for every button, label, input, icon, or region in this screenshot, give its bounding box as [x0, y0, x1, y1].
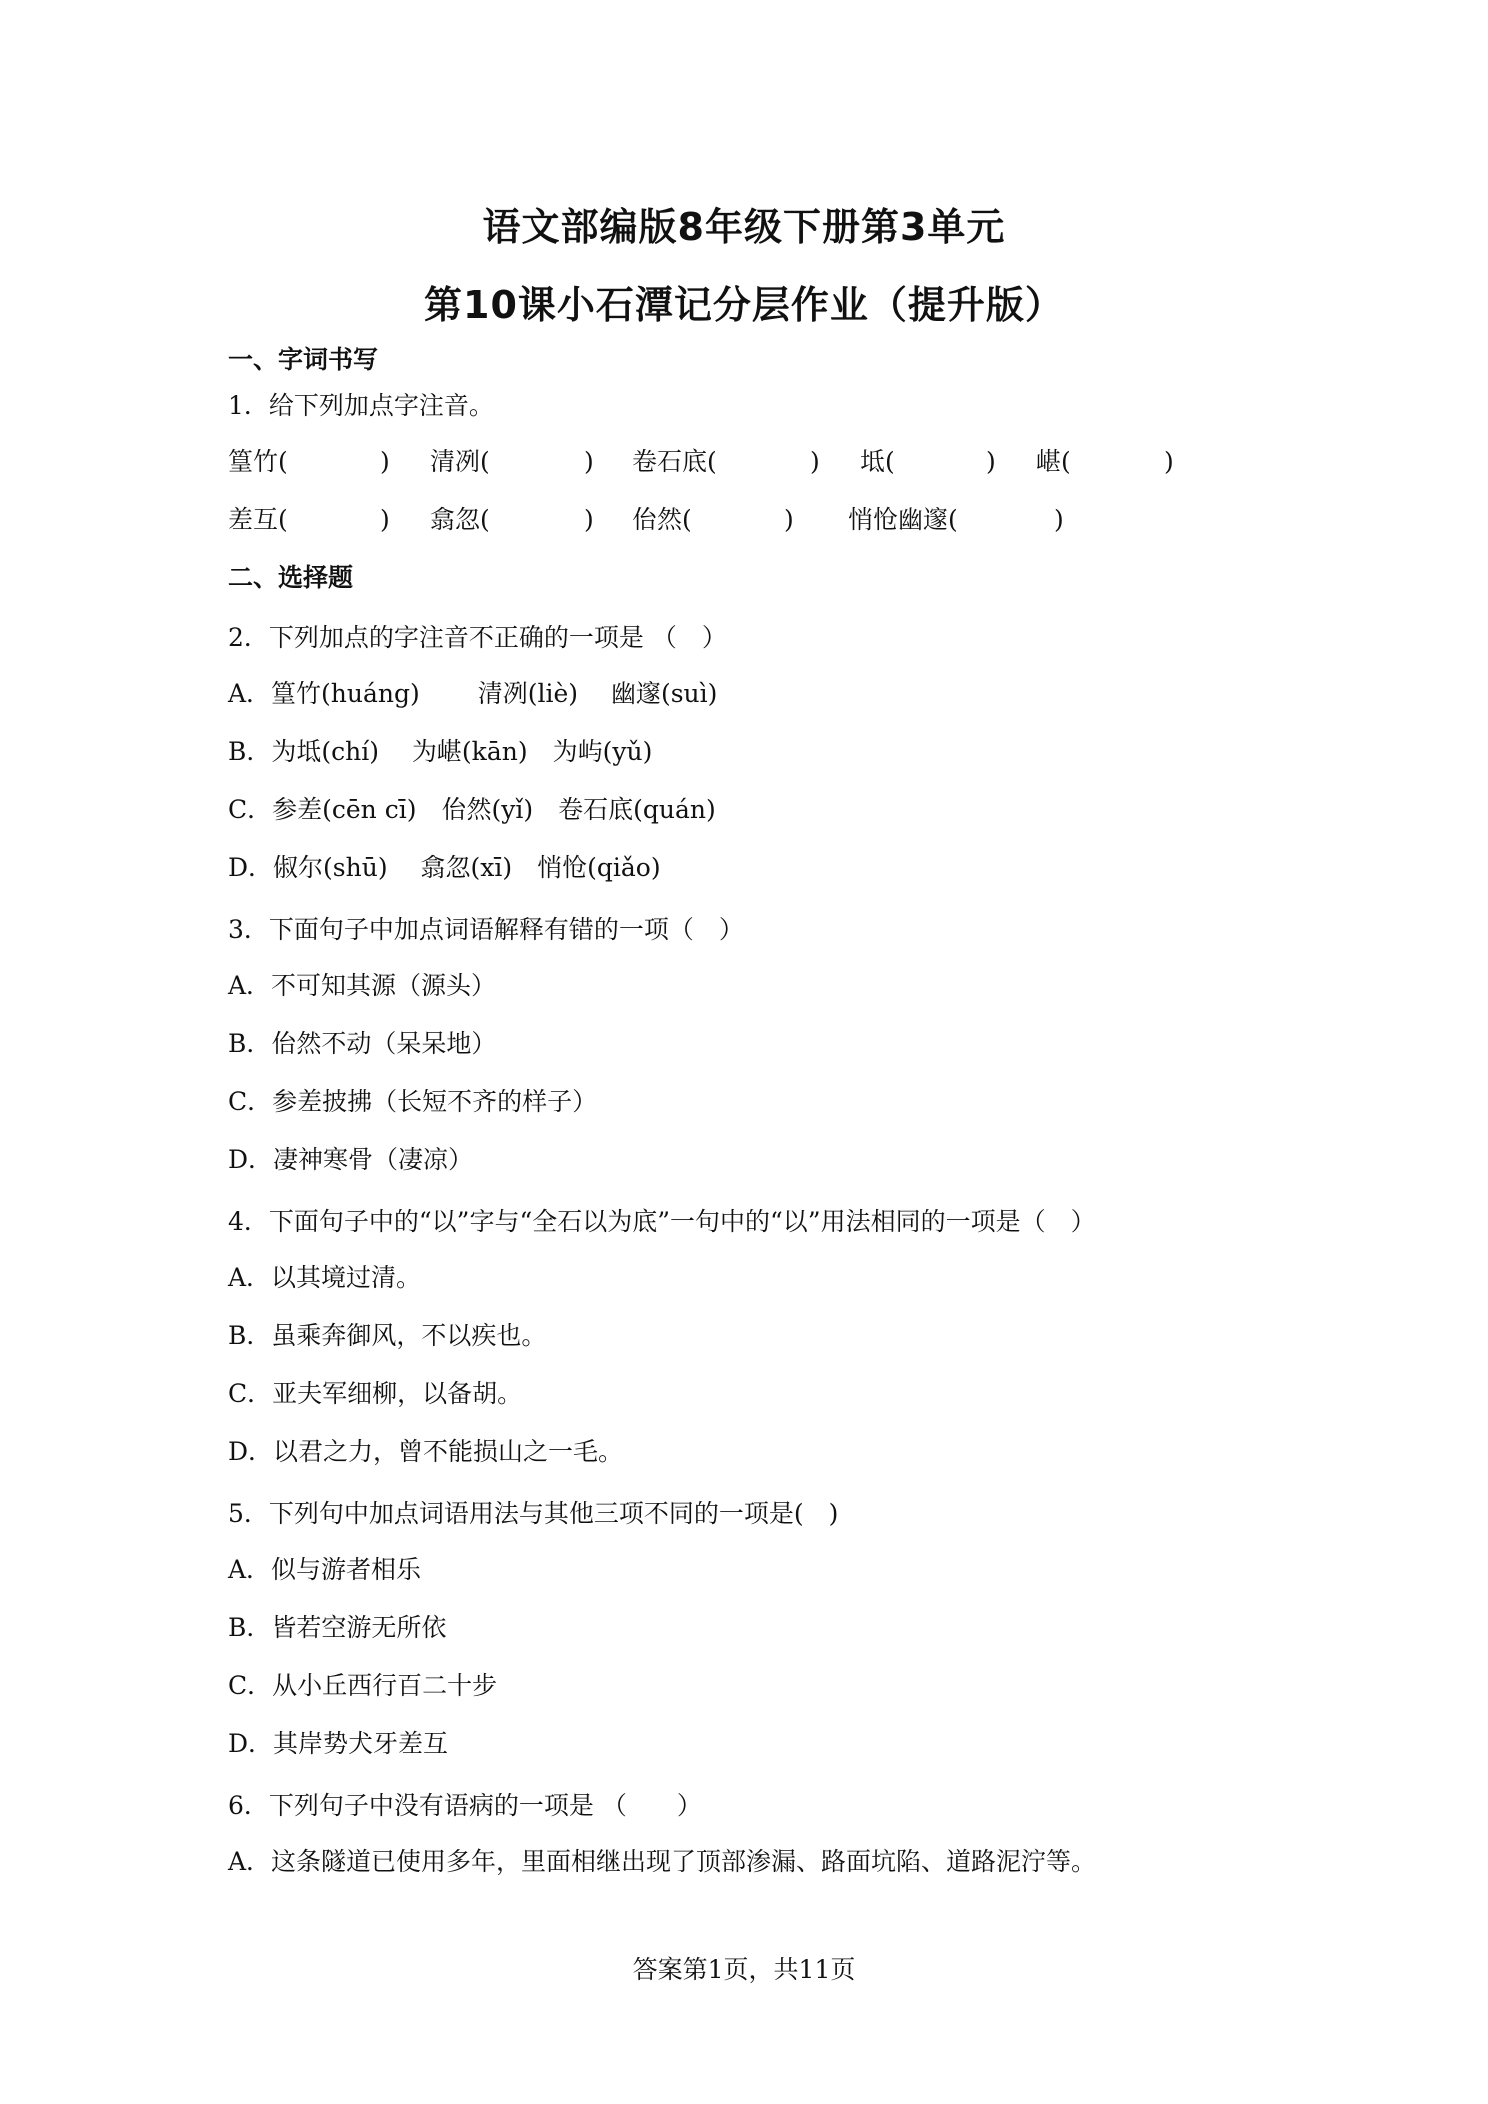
pinyin-item: 嵁( — [1036, 447, 1071, 476]
close-paren: ) — [380, 505, 390, 534]
question-4: 4．下面句子中的“以”字与“全石以为底”一句中的“以”用法相同的一项是（ ） — [228, 1207, 1096, 1236]
page-footer: 答案第1页，共11页 — [632, 1955, 856, 1984]
close-paren: ) — [810, 447, 820, 476]
option-c: C．参差(cēn cī) 佁然(yǐ) 卷石底(quán) — [228, 795, 716, 824]
option-a: A．这条隧道已使用多年，里面相继出现了顶部渗漏、路面坑陷、道路泥泞等。 — [228, 1847, 1097, 1876]
pinyin-row-1 — [0, 446, 1488, 478]
close-paren: ) — [584, 447, 594, 476]
option-c: C．参差披拂（长短不齐的样子） — [228, 1087, 598, 1116]
option-a: A．似与游者相乐 — [228, 1555, 422, 1584]
question-2: 2．下列加点的字注音不正确的一项是 （ ） — [228, 623, 727, 652]
option-b: B．佁然不动（呆呆地） — [228, 1029, 497, 1058]
question-5: 5．下列句中加点词语用法与其他三项不同的一项是( ) — [228, 1499, 839, 1528]
option-a: A．以其境过清。 — [228, 1263, 422, 1292]
close-paren: ) — [1164, 447, 1174, 476]
option-c: C．亚夫军细柳，以备胡。 — [228, 1379, 523, 1408]
option-d: D．以君之力，曾不能损山之一毛。 — [228, 1437, 624, 1466]
option-b: B．虽乘奔御风，不以疾也。 — [228, 1321, 547, 1350]
option-d: D．俶尔(shū) 翕忽(xī) 悄怆(qiǎo) — [228, 853, 661, 882]
pinyin-item: 差互( — [228, 505, 288, 534]
question-6: 6．下列句子中没有语病的一项是 （ ） — [228, 1791, 702, 1820]
close-paren: ) — [986, 447, 996, 476]
close-paren: ) — [380, 447, 390, 476]
question-1: 1．给下列加点字注音。 — [228, 391, 494, 420]
pinyin-item: 卷石底( — [632, 447, 717, 476]
pinyin-item: 翕忽( — [430, 505, 490, 534]
option-b: B．皆若空游无所依 — [228, 1613, 447, 1642]
pinyin-item: 佁然( — [632, 505, 692, 534]
pinyin-row-2 — [0, 504, 1488, 536]
option-c: C．从小丘西行百二十步 — [228, 1671, 498, 1700]
option-a: A．篁竹(huáng) 清冽(liè) 幽邃(suì) — [228, 679, 718, 708]
option-a: A．不可知其源（源头） — [228, 971, 497, 1000]
pinyin-item: 清冽( — [430, 447, 490, 476]
close-paren: ) — [584, 505, 594, 534]
document-title-line2: 第10课小石潭记分层作业（提升版） — [424, 283, 1064, 327]
pinyin-item: 坻( — [860, 447, 895, 476]
section-heading-2: 二、选择题 — [228, 563, 354, 592]
pinyin-item: 篁竹( — [228, 447, 288, 476]
option-d: D．凄神寒骨（凄凉） — [228, 1145, 474, 1174]
pinyin-item: 悄怆幽邃( — [848, 505, 958, 534]
option-d: D．其岸势犬牙差互 — [228, 1729, 449, 1758]
document-title-line1: 语文部编版8年级下册第3单元 — [482, 205, 1006, 249]
close-paren: ) — [784, 505, 794, 534]
question-3: 3．下面句子中加点词语解释有错的一项（ ） — [228, 915, 744, 944]
option-b: B．为坻(chí) 为嵁(kān) 为屿(yǔ) — [228, 737, 653, 766]
section-heading-1: 一、字词书写 — [228, 345, 379, 374]
close-paren: ) — [1054, 505, 1064, 534]
